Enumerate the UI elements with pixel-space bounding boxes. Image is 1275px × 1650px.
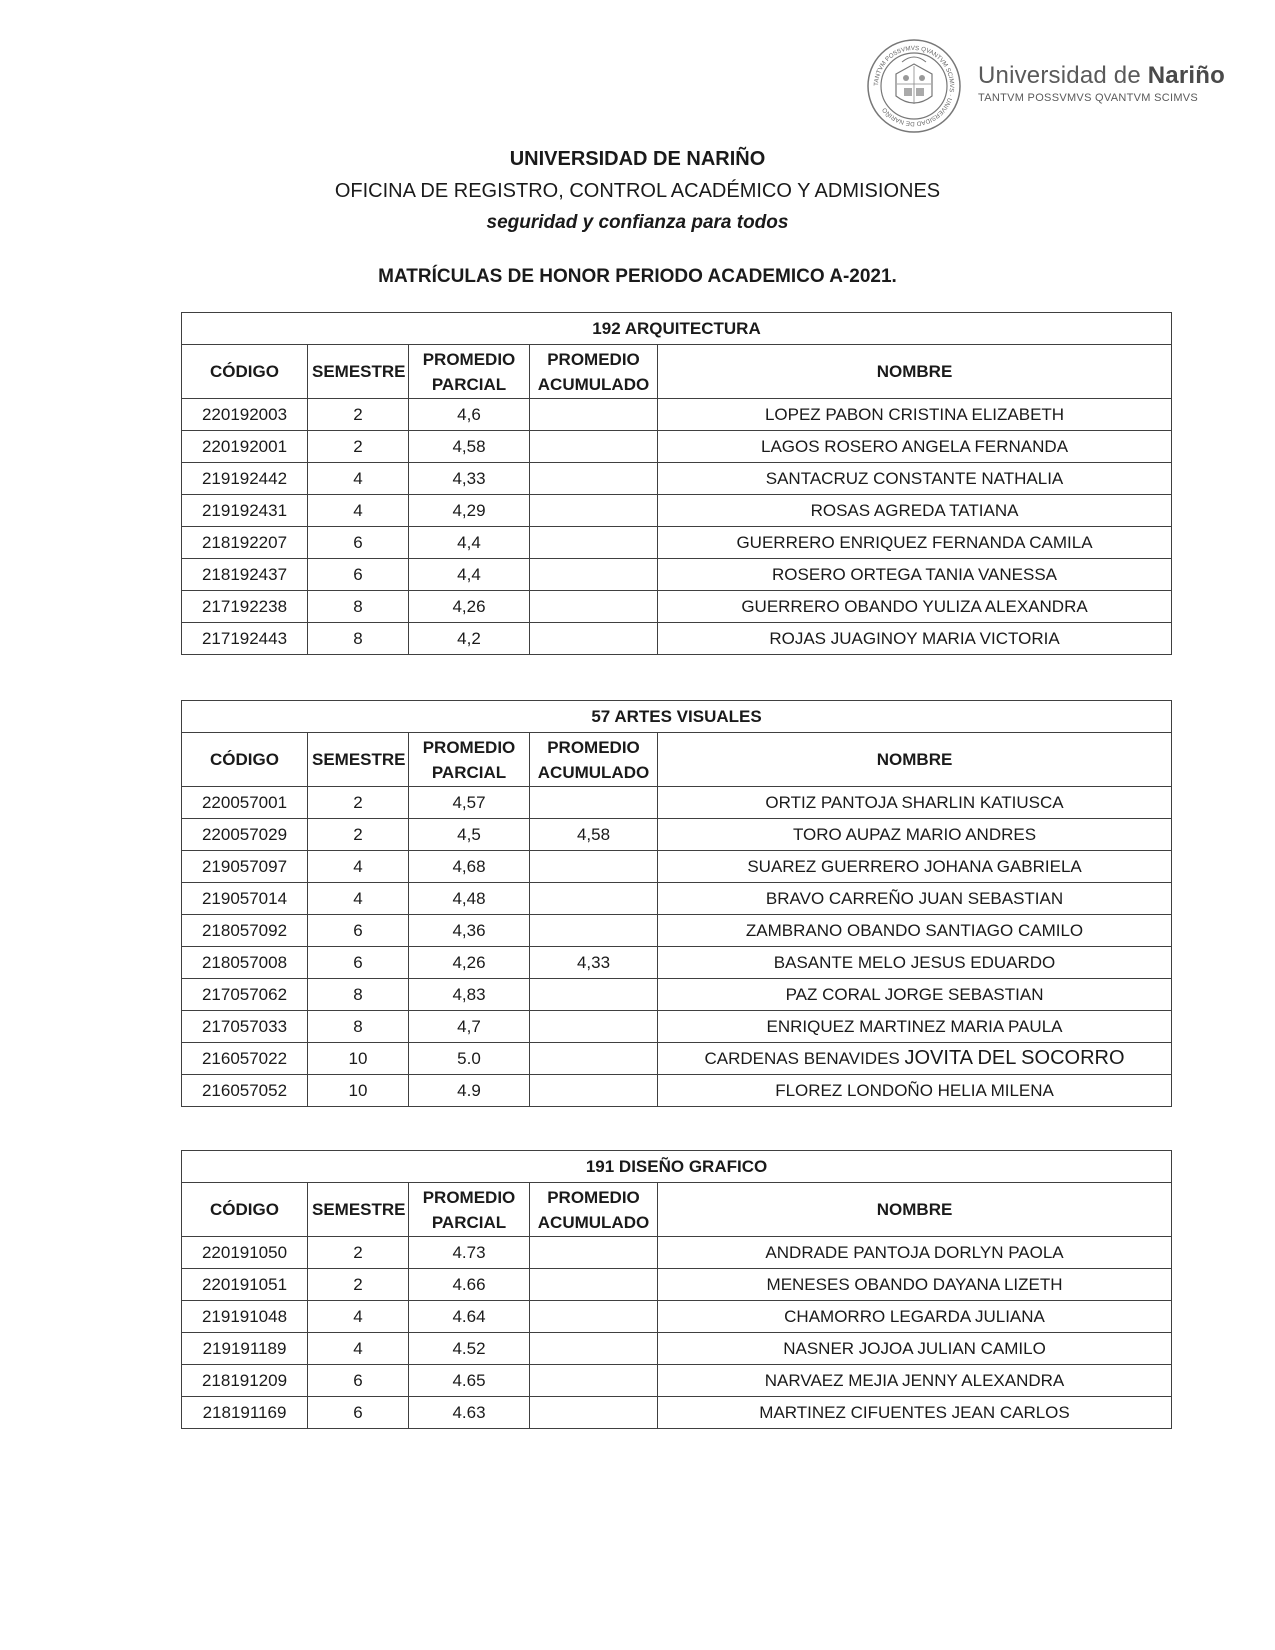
cell-codigo: 218191209 xyxy=(182,1365,308,1397)
cell-nombre: MARTINEZ CIFUENTES JEAN CARLOS xyxy=(658,1397,1172,1429)
institution-title: UNIVERSIDAD DE NARIÑO xyxy=(509,148,766,170)
cell-semestre: 6 xyxy=(308,527,409,559)
cell-semestre: 4 xyxy=(308,883,409,915)
slogan: seguridad y confianza para todos xyxy=(486,212,789,233)
university-seal-icon xyxy=(866,38,962,134)
cell-codigo: 217192443 xyxy=(182,623,308,655)
cell-nombre: CHAMORRO LEGARDA JULIANA xyxy=(658,1301,1172,1333)
cell-semestre: 10 xyxy=(308,1075,409,1107)
cell-codigo: 217057062 xyxy=(182,979,308,1011)
cell-semestre: 2 xyxy=(308,1269,409,1301)
university-logo xyxy=(866,38,1246,138)
table-row xyxy=(182,1011,1172,1043)
cell-codigo: 220191051 xyxy=(182,1269,308,1301)
table-row xyxy=(182,431,1172,463)
cell-codigo: 217192238 xyxy=(182,591,308,623)
cell-nombre: ROSAS AGREDA TATIANA xyxy=(658,495,1172,527)
table-row xyxy=(182,1301,1172,1333)
cell-promedio-parcial: 4,7 xyxy=(409,1011,530,1043)
cell-promedio-acumulado xyxy=(530,495,658,527)
cell-nombre: FLOREZ LONDOÑO HELIA MILENA xyxy=(658,1075,1172,1107)
table-row xyxy=(182,399,1172,431)
cell-semestre: 4 xyxy=(308,1301,409,1333)
cell-promedio-acumulado xyxy=(530,591,658,623)
cell-promedio-parcial: 4,6 xyxy=(409,399,530,431)
cell-semestre: 6 xyxy=(308,559,409,591)
cell-semestre: 2 xyxy=(308,819,409,851)
cell-semestre: 2 xyxy=(308,787,409,819)
cell-semestre: 8 xyxy=(308,979,409,1011)
program-table-1 xyxy=(181,700,1172,1107)
cell-codigo: 218191169 xyxy=(182,1397,308,1429)
table-row xyxy=(182,1043,1172,1075)
col-header-promedio-parcial: PROMEDIO PARCIAL xyxy=(409,1183,530,1237)
cell-codigo: 220057029 xyxy=(182,819,308,851)
cell-promedio-acumulado xyxy=(530,527,658,559)
svg-text:TANTVM POSSVMVS QVANTVM SCIMVS: TANTVM POSSVMVS QVANTVM SCIMVS · UNIVERSIDAD DE NARIÑO xyxy=(872,44,956,128)
cell-semestre: 8 xyxy=(308,1011,409,1043)
cell-nombre: ORTIZ PANTOJA SHARLIN KATIUSCA xyxy=(658,787,1172,819)
cell-nombre: NASNER JOJOA JULIAN CAMILO xyxy=(658,1333,1172,1365)
table-row xyxy=(182,591,1172,623)
cell-promedio-parcial: 4,5 xyxy=(409,819,530,851)
cell-promedio-acumulado: 4,58 xyxy=(530,819,658,851)
cell-semestre: 4 xyxy=(308,495,409,527)
cell-semestre: 2 xyxy=(308,399,409,431)
cell-promedio-acumulado xyxy=(530,1301,658,1333)
cell-nombre: LOPEZ PABON CRISTINA ELIZABETH xyxy=(658,399,1172,431)
cell-promedio-parcial: 4,36 xyxy=(409,915,530,947)
university-motto: TANTVM POSSVMVS QVANTVM SCIMVS xyxy=(978,92,1199,104)
table-row xyxy=(182,1075,1172,1107)
cell-nombre: SUAREZ GUERRERO JOHANA GABRIELA xyxy=(658,851,1172,883)
cell-nombre: TORO AUPAZ MARIO ANDRES xyxy=(658,819,1172,851)
cell-nombre: GUERRERO OBANDO YULIZA ALEXANDRA xyxy=(658,591,1172,623)
cell-promedio-acumulado xyxy=(530,1011,658,1043)
cell-codigo: 220192003 xyxy=(182,399,308,431)
cell-nombre: BASANTE MELO JESUS EDUARDO xyxy=(658,947,1172,979)
cell-promedio-parcial: 4,2 xyxy=(409,623,530,655)
cell-codigo: 218057092 xyxy=(182,915,308,947)
cell-promedio-acumulado xyxy=(530,1043,658,1075)
table-row xyxy=(182,883,1172,915)
col-header-semestre: SEMESTRE xyxy=(308,733,409,787)
cell-codigo: 219191048 xyxy=(182,1301,308,1333)
cell-codigo: 220057001 xyxy=(182,787,308,819)
cell-promedio-acumulado xyxy=(530,1269,658,1301)
cell-semestre: 2 xyxy=(308,1237,409,1269)
cell-nombre: ZAMBRANO OBANDO SANTIAGO CAMILO xyxy=(658,915,1172,947)
cell-codigo: 218192207 xyxy=(182,527,308,559)
col-header-promedio-parcial: PROMEDIO PARCIAL xyxy=(409,345,530,399)
cell-codigo: 219191189 xyxy=(182,1333,308,1365)
col-header-nombre: NOMBRE xyxy=(658,733,1172,787)
table-row xyxy=(182,527,1172,559)
cell-nombre-part: CARDENAS BENAVIDES xyxy=(704,1049,905,1068)
program-table-2 xyxy=(181,1150,1172,1429)
university-name: Universidad de Nariño xyxy=(978,62,1225,89)
table-row xyxy=(182,463,1172,495)
col-header-promedio-parcial: PROMEDIO PARCIAL xyxy=(409,733,530,787)
table-row xyxy=(182,851,1172,883)
cell-nombre: ROJAS JUAGINOY MARIA VICTORIA xyxy=(658,623,1172,655)
table-row xyxy=(182,1333,1172,1365)
cell-promedio-acumulado xyxy=(530,851,658,883)
cell-promedio-parcial: 4.65 xyxy=(409,1365,530,1397)
col-header-semestre: SEMESTRE xyxy=(308,1183,409,1237)
cell-promedio-parcial: 4.52 xyxy=(409,1333,530,1365)
cell-promedio-parcial: 4.63 xyxy=(409,1397,530,1429)
col-header-promedio-acumulado: PROMEDIO ACUMULADO xyxy=(530,1183,658,1237)
table-row xyxy=(182,623,1172,655)
cell-promedio-parcial: 4.66 xyxy=(409,1269,530,1301)
cell-nombre: SANTACRUZ CONSTANTE NATHALIA xyxy=(658,463,1172,495)
cell-semestre: 4 xyxy=(308,1333,409,1365)
cell-codigo: 216057052 xyxy=(182,1075,308,1107)
cell-codigo: 216057022 xyxy=(182,1043,308,1075)
cell-promedio-parcial: 4.64 xyxy=(409,1301,530,1333)
col-header-semestre: SEMESTRE xyxy=(308,345,409,399)
cell-semestre: 8 xyxy=(308,591,409,623)
col-header-nombre: NOMBRE xyxy=(658,345,1172,399)
col-header-promedio-acumulado: PROMEDIO ACUMULADO xyxy=(530,345,658,399)
cell-nombre: MENESES OBANDO DAYANA LIZETH xyxy=(658,1269,1172,1301)
cell-promedio-acumulado: 4,33 xyxy=(530,947,658,979)
table-row xyxy=(182,979,1172,1011)
office-title: OFICINA DE REGISTRO, CONTROL ACADÉMICO Y ADMISIONES xyxy=(334,180,941,202)
table-row xyxy=(182,1269,1172,1301)
cell-codigo: 220191050 xyxy=(182,1237,308,1269)
cell-codigo: 219192442 xyxy=(182,463,308,495)
cell-codigo: 218057008 xyxy=(182,947,308,979)
col-header-codigo: CÓDIGO xyxy=(182,345,308,399)
cell-promedio-acumulado xyxy=(530,915,658,947)
cell-nombre: LAGOS ROSERO ANGELA FERNANDA xyxy=(658,431,1172,463)
table-row xyxy=(182,947,1172,979)
cell-codigo: 218192437 xyxy=(182,559,308,591)
cell-promedio-acumulado xyxy=(530,399,658,431)
cell-promedio-parcial: 4,57 xyxy=(409,787,530,819)
cell-promedio-acumulado xyxy=(530,463,658,495)
cell-promedio-parcial: 4,29 xyxy=(409,495,530,527)
cell-promedio-parcial: 4,26 xyxy=(409,591,530,623)
table-row xyxy=(182,495,1172,527)
cell-nombre xyxy=(658,1043,1172,1075)
document-title: MATRÍCULAS DE HONOR PERIODO ACADEMICO A-2021. xyxy=(378,266,897,287)
cell-codigo: 220192001 xyxy=(182,431,308,463)
cell-promedio-acumulado xyxy=(530,1365,658,1397)
cell-codigo: 217057033 xyxy=(182,1011,308,1043)
cell-semestre: 6 xyxy=(308,1397,409,1429)
cell-semestre: 8 xyxy=(308,623,409,655)
cell-promedio-acumulado xyxy=(530,1333,658,1365)
cell-nombre: GUERRERO ENRIQUEZ FERNANDA CAMILA xyxy=(658,527,1172,559)
cell-promedio-acumulado xyxy=(530,787,658,819)
cell-promedio-acumulado xyxy=(530,979,658,1011)
cell-semestre: 4 xyxy=(308,851,409,883)
cell-nombre: ANDRADE PANTOJA DORLYN PAOLA xyxy=(658,1237,1172,1269)
program-title: 191 DISEÑO GRAFICO xyxy=(182,1151,1172,1183)
cell-codigo: 219057097 xyxy=(182,851,308,883)
cell-semestre: 6 xyxy=(308,915,409,947)
cell-nombre: BRAVO CARREÑO JUAN SEBASTIAN xyxy=(658,883,1172,915)
cell-promedio-parcial: 4,4 xyxy=(409,527,530,559)
cell-semestre: 2 xyxy=(308,431,409,463)
program-table-0 xyxy=(181,312,1172,655)
program-title: 57 ARTES VISUALES xyxy=(182,701,1172,733)
cell-nombre: PAZ CORAL JORGE SEBASTIAN xyxy=(658,979,1172,1011)
cell-promedio-parcial: 4,68 xyxy=(409,851,530,883)
cell-nombre: NARVAEZ MEJIA JENNY ALEXANDRA xyxy=(658,1365,1172,1397)
table-row xyxy=(182,1365,1172,1397)
cell-promedio-parcial: 4,4 xyxy=(409,559,530,591)
cell-promedio-parcial: 4,26 xyxy=(409,947,530,979)
cell-nombre-part: JOVITA DEL SOCORRO xyxy=(904,1047,1125,1069)
cell-promedio-acumulado xyxy=(530,559,658,591)
cell-semestre: 4 xyxy=(308,463,409,495)
table-row xyxy=(182,1237,1172,1269)
cell-promedio-parcial: 4,48 xyxy=(409,883,530,915)
cell-promedio-parcial: 4.9 xyxy=(409,1075,530,1107)
table-row xyxy=(182,559,1172,591)
col-header-nombre: NOMBRE xyxy=(658,1183,1172,1237)
cell-codigo: 219192431 xyxy=(182,495,308,527)
cell-promedio-acumulado xyxy=(530,1397,658,1429)
col-header-promedio-acumulado: PROMEDIO ACUMULADO xyxy=(530,733,658,787)
cell-promedio-parcial: 4,83 xyxy=(409,979,530,1011)
cell-promedio-acumulado xyxy=(530,1075,658,1107)
cell-promedio-parcial: 4,33 xyxy=(409,463,530,495)
cell-semestre: 6 xyxy=(308,1365,409,1397)
cell-promedio-acumulado xyxy=(530,883,658,915)
cell-promedio-parcial: 4,58 xyxy=(409,431,530,463)
cell-promedio-parcial: 4.73 xyxy=(409,1237,530,1269)
col-header-codigo: CÓDIGO xyxy=(182,733,308,787)
table-row xyxy=(182,915,1172,947)
table-row xyxy=(182,1397,1172,1429)
col-header-codigo: CÓDIGO xyxy=(182,1183,308,1237)
cell-semestre: 6 xyxy=(308,947,409,979)
cell-semestre: 10 xyxy=(308,1043,409,1075)
cell-nombre: ENRIQUEZ MARTINEZ MARIA PAULA xyxy=(658,1011,1172,1043)
table-row xyxy=(182,787,1172,819)
cell-promedio-acumulado xyxy=(530,623,658,655)
cell-promedio-parcial: 5.0 xyxy=(409,1043,530,1075)
cell-promedio-acumulado xyxy=(530,431,658,463)
cell-codigo: 219057014 xyxy=(182,883,308,915)
table-row xyxy=(182,819,1172,851)
cell-promedio-acumulado xyxy=(530,1237,658,1269)
cell-nombre: ROSERO ORTEGA TANIA VANESSA xyxy=(658,559,1172,591)
program-title: 192 ARQUITECTURA xyxy=(182,313,1172,345)
